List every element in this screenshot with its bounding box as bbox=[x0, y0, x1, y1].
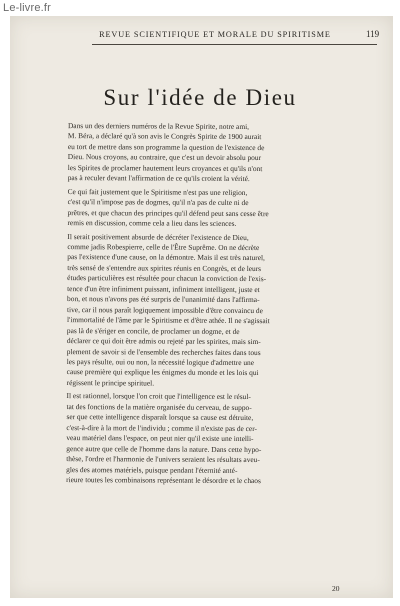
text-line: Dieu. Nous croyons, au contraire, que c'est un devoir absolu pour bbox=[67, 152, 262, 163]
text-line: cause première qui explique les énigmes du monde et les lois qui bbox=[66, 367, 259, 378]
text-line: c'est qu'il n'impose pas de dogmes, qu'il n'a pas de culte ni de bbox=[67, 197, 249, 208]
text-line: rieure toutes les combinaisons représentant le désordre et le chaos bbox=[66, 475, 261, 486]
signature-mark: 20 bbox=[332, 584, 340, 593]
text-line: tat des fonctions de la matière organisée du cerveau, de suppo- bbox=[66, 401, 252, 412]
text-line: déclarer ce qui doit être admis ou rejeté par les spirites, mais sim- bbox=[66, 336, 261, 347]
paragraph bbox=[55, 232, 376, 390]
text-line: tive, car il nous paraît logiquement impossible d'être convaincu de bbox=[66, 304, 263, 315]
text-line: études particulières est résultée pour chacun la conviction de l'exis- bbox=[67, 273, 267, 284]
text-line: prêtres, et que chacun des principes qu'il défend peut sans cesse être bbox=[67, 207, 269, 218]
paragraph bbox=[55, 187, 375, 230]
text-line: thèse, l'ordre et l'harmonie de l'univers seraient les résultats aveu- bbox=[66, 454, 260, 465]
text-line: gence autre que celle de l'homme dans la nature. Dans cette hypo- bbox=[66, 443, 262, 454]
article-title: Sur l'idée de Dieu bbox=[103, 85, 297, 111]
text-line: remis en discussion, comme cela a lieu dans les sciences. bbox=[67, 218, 237, 229]
page-number: 119 bbox=[366, 29, 380, 39]
text-line: ser que cette intelligence disparaît lorsque sa cause est détruite, bbox=[66, 412, 254, 423]
text-line: pas l'existence d'une cause, on la démontre. Mais il est très naturel, bbox=[67, 252, 265, 263]
running-header-title: REVUE SCIENTIFIQUE ET MORALE DU SPIRITISME bbox=[99, 30, 331, 39]
text-line: pas là de s'ériger en concile, de proclamer un dogme, et de bbox=[66, 325, 240, 336]
paragraph bbox=[54, 391, 374, 487]
text-line: Il serait positivement absurde de décréter l'existence de Dieu, bbox=[67, 231, 249, 242]
text-line: tence d'un être infiniment puissant, infiniment intelligent, juste et bbox=[67, 283, 260, 294]
text-line: très sensé de s'entendre aux spirites réunis en Congrès, et de leurs bbox=[67, 262, 262, 273]
site-watermark: Le-livre.fr bbox=[3, 2, 52, 14]
text-line: veau matériel dans l'espace, on peut nier qu'il existe une intelli- bbox=[66, 433, 254, 444]
text-line: régissent le principe spirituel. bbox=[66, 377, 155, 388]
text-line: c'est-à-dire à la mort de l'individu ; comme il n'existe pas de cer- bbox=[66, 422, 258, 433]
text-line: Ce qui fait justement que le Spiritisme n'est pas une religion, bbox=[67, 186, 248, 197]
text-line: pas à reculer devant l'affirmation de ce qu'ils croient la vérité. bbox=[67, 173, 250, 184]
header-rule bbox=[92, 44, 377, 45]
text-line: les Spirites de proclamer hautement leurs croyances et qu'ils n'ont bbox=[67, 162, 263, 173]
text-line: Il est rationnel, lorsque l'on croit que l'intelligence est le résul- bbox=[66, 391, 251, 402]
text-line: eu tort de mettre dans son programme la question de l'existence de bbox=[67, 141, 265, 152]
text-line: comme jadis Robespierre, celle de l'Être Suprême. On ne décrète bbox=[67, 242, 260, 253]
text-line: bon, et nous n'avons pas été surpris de l'unanimité dans l'affirma- bbox=[67, 294, 260, 305]
article-body bbox=[54, 121, 376, 490]
paragraph bbox=[56, 121, 376, 185]
text-line: l'immortalité de l'âme par le Spiritisme et d'être athée. Il ne s'agissait bbox=[66, 315, 270, 326]
text-line: M. Béra, a déclaré qu'à son avis le Congrès Spirite de 1900 aurait bbox=[67, 131, 262, 142]
text-line: plement de savoir si de l'ensemble des recherches faites dans tous bbox=[66, 346, 261, 357]
text-line: les pays résulte, oui ou non, la nécessité logique d'admettre une bbox=[66, 357, 255, 368]
text-line: Dans un des derniers numéros de la Revue Spirite, notre ami, bbox=[67, 121, 250, 132]
text-line: gles des atomes matériels, puisque pendant l'éternité anté- bbox=[66, 464, 238, 475]
